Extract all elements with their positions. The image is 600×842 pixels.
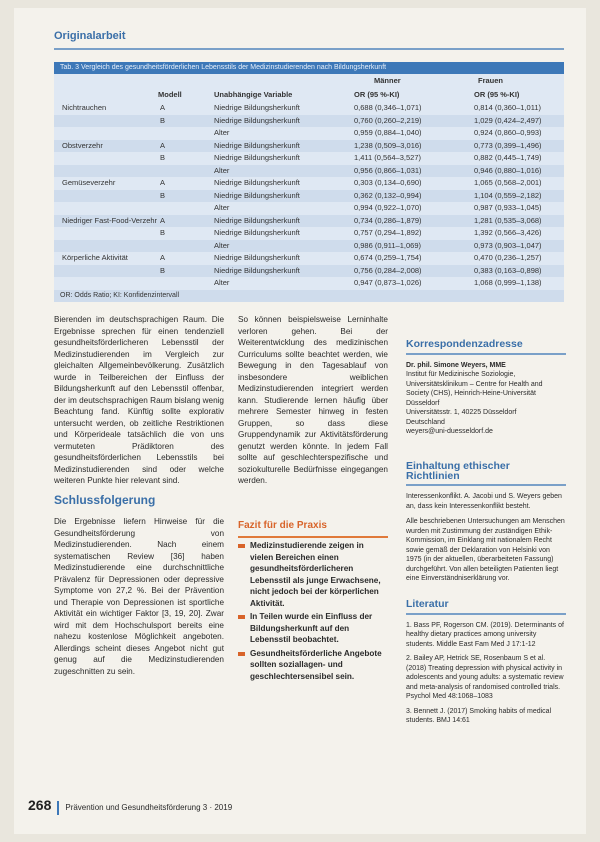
table-cell-m: 0,986 (0,911–1,069)	[354, 240, 421, 250]
table-cell-f: 0,814 (0,360–1,011)	[474, 103, 541, 112]
table-cell-model: B	[160, 228, 166, 237]
paragraph: Die Ergebnisse liefern Hinweise für die Gesundheitsförderung von Medizinstudierenden. Nach einem systematischen Review [36] haben Medizinstudierende eine durchschnittliche Prävalenz für Depressionen oder depressive Symptome von 27,2 %. Bei der Prävention und Therapie von Depressionen ist sportliche Aktivität ein wichtiger Faktor [3, 19, 20]. Zwar wird mit dem Hochschulsport bereits eine nahezu kostenlose Möglichkeit angeboten. Allerdings scheint dieses Angebot nicht gut genug auf die Medizinstudierenden zugeschnitten zu sein.	[54, 517, 224, 676]
contact-email[interactable]: weyers@uni-duesseldorf.de	[406, 428, 493, 435]
correspondence-box	[406, 340, 566, 437]
table-cell-var: Niedrige Bildungsherkunft	[214, 115, 300, 125]
table-cell-var: Alter	[214, 240, 230, 250]
table-cell-var: Alter	[214, 128, 230, 137]
table-cell-model: B	[160, 115, 166, 125]
table-cell-model: B	[160, 265, 166, 275]
section-label: Originalarbeit	[54, 30, 564, 50]
table-cell-f: 0,987 (0,933–1,045)	[474, 203, 542, 212]
table-cell-f: 1,392 (0,566–3,426)	[474, 228, 542, 237]
table-cell-label: Körperliche Aktivität	[62, 253, 128, 262]
table-cell-m: 0,757 (0,294–1,892)	[354, 228, 422, 237]
table-cell-var: Niedrige Bildungsherkunft	[214, 103, 300, 112]
literature-item: 3. Bennett J. (2017) Smoking habits of medical students. BMJ 14:61	[406, 707, 552, 724]
table-cell-f: 1,068 (0,999–1,138)	[474, 278, 542, 287]
table-header	[54, 74, 564, 102]
table-row	[54, 165, 564, 177]
table-cell-m: 0,956 (0,866–1,031)	[354, 165, 422, 175]
journal-name: Prävention und Gesundheitsförderung 3 · 2019	[65, 803, 233, 812]
table-cell-m: 0,303 (0,134–0,690)	[354, 178, 422, 187]
table-row	[54, 127, 564, 139]
table-cell-f: 0,470 (0,236–1,257)	[474, 253, 542, 262]
summary-item: Gesundheitsförderliche Angebote sollten soziallagen- und geschlechtersensibel sein.	[238, 648, 388, 683]
contact-line: Universitätsstr. 1, 40225 Düsseldorf	[406, 409, 517, 416]
table-cell-m: 0,947 (0,873–1,026)	[354, 278, 422, 287]
table-row	[54, 227, 564, 239]
correspondence-heading: Korrespondenzadresse	[406, 340, 566, 355]
table-cell-f: 0,973 (0,903–1,047)	[474, 240, 542, 250]
table-cell-label: Obstverzehr	[62, 140, 103, 150]
literature-box	[406, 600, 566, 731]
table-cell-var: Niedrige Bildungsherkunft	[214, 215, 300, 225]
contact-name: Dr. phil. Simone Weyers, MME	[406, 361, 506, 369]
table-cell-var: Alter	[214, 203, 230, 212]
table-row	[54, 202, 564, 214]
table-cell-model: A	[160, 140, 166, 150]
contact-line: Institut für Medizinische Soziologie,	[406, 371, 516, 378]
table-cell-f: 0,383 (0,163–0,898)	[474, 265, 542, 275]
table-cell-var: Niedrige Bildungsherkunft	[214, 253, 300, 262]
table-row	[54, 215, 564, 227]
practice-summary-heading: Fazit für die Praxis	[238, 520, 388, 538]
literature-item: 2. Bailey AP, Hetrick SE, Rosenbaum S et al. (2018) Treating depression with physical activity in adolescents and young adults: a systematic review and meta-analysis of randomised controlled trials. Psychol Med 48:1068–1083	[406, 655, 564, 700]
table-cell-f: 1,281 (0,535–3,068)	[474, 215, 542, 225]
col-or-female-header: OR (95 %-KI)	[474, 90, 520, 99]
table-cell-m: 0,688 (0,346–1,071)	[354, 103, 422, 112]
conclusion-heading: Schlussfolgerung	[54, 492, 156, 507]
table-row	[54, 115, 564, 127]
group-male-header: Männer	[374, 76, 401, 85]
table-cell-model: A	[160, 253, 166, 262]
page-footer	[28, 796, 328, 814]
table-cell-var: Niedrige Bildungsherkunft	[214, 228, 300, 237]
table-cell-var: Niedrige Bildungsherkunft	[214, 265, 300, 275]
practice-summary	[238, 540, 388, 684]
summary-item: Medizinstudierende zeigen in vielen Bereichen einen gesundheitsförderlicheren Lebensstil als junge Erwachsene, nicht jedoch bei der körperlichen Aktivität.	[238, 540, 388, 609]
table-cell-var: Niedrige Bildungsherkunft	[214, 178, 300, 187]
table-cell-var: Niedrige Bildungsherkunft	[214, 153, 300, 162]
contact-line: Düsseldorf	[406, 399, 440, 407]
table-cell-model: A	[160, 103, 166, 112]
contact-line: Deutschland	[406, 418, 445, 426]
table-caption: Tab. 3 Vergleich des gesundheitsförderlichen Lebensstils der Medizinstudierenden nach Bildungsherkunft	[54, 62, 564, 74]
table-cell-f: 0,773 (0,399–1,496)	[474, 140, 542, 150]
page-number: 268	[28, 797, 52, 813]
table-cell-f: 1,029 (0,424–2,497)	[474, 115, 542, 125]
table-cell-m: 1,411 (0,564–3,527)	[354, 153, 421, 162]
results-table	[54, 62, 564, 302]
table-row	[54, 277, 564, 289]
table-row	[54, 240, 564, 252]
table-footnote: OR: Odds Ratio; KI: Konfidenzintervall	[54, 290, 564, 302]
table-cell-m: 0,674 (0,259–1,754)	[354, 253, 422, 262]
table-cell-m: 0,994 (0,922–1,070)	[354, 203, 422, 212]
table-cell-var: Alter	[214, 278, 230, 287]
table-cell-m: 0,734 (0,286–1,879)	[354, 215, 422, 225]
table-cell-model: B	[160, 153, 166, 162]
table-cell-var: Alter	[214, 165, 230, 175]
table-cell-f: 1,104 (0,559–2,182)	[474, 190, 542, 200]
summary-item: In Teilen wurde ein Einfluss der Bildungsherkunft auf den Lebensstil beobachtet.	[238, 611, 388, 646]
table-row	[54, 177, 564, 189]
table-cell-f: 0,946 (0,880–1,016)	[474, 165, 542, 175]
footer-divider	[57, 801, 59, 815]
paragraph: Bierenden im deutschsprachigen Raum. Die Ergebnisse sprechen für einen tendenziell gesundheitsförderlicheren Lebensstil der Medizinstudierenden im Vergleich zur gleichalten Allgemeinbevölkerung. Zusätzlich wurde in Teilbereichen der Einfluss der Bildungsherkunft auf den Lebensstil offenbar, der im deutschsprachigen Raum bislang wenig Beachtung fand. Künftig sollte explorativ untersucht werden, ob zeitliche Restriktionen und Körperideale tatsächlich die von uns vermuteten Prädiktoren des gesundheitsförderlichen Lebensstils bei Medizinstudierenden sind oder welche weiteren Punkte hier relevant sind.	[54, 315, 224, 485]
table-row	[54, 102, 564, 114]
table-cell-model: A	[160, 178, 166, 187]
table-cell-f: 0,882 (0,445–1,749)	[474, 153, 542, 162]
table-row	[54, 152, 564, 164]
col-or-male-header: OR (95 %-KI)	[354, 90, 400, 99]
table-row	[54, 265, 564, 277]
table-cell-f: 0,924 (0,860–0,993)	[474, 128, 542, 137]
literature-heading: Literatur	[406, 600, 566, 615]
table-cell-model: B	[160, 190, 166, 200]
table-cell-m: 0,959 (0,884–1,040)	[354, 128, 422, 137]
table-cell-label: Gemüseverzehr	[62, 178, 116, 187]
contact-line: Universitätsklinikum – Centre for Health and	[406, 380, 543, 388]
table-row	[54, 140, 564, 152]
table-cell-var: Niedrige Bildungsherkunft	[214, 140, 300, 150]
table-row	[54, 190, 564, 202]
table-cell-var: Niedrige Bildungsherkunft	[214, 190, 300, 200]
text-column-2	[238, 314, 388, 495]
table-cell-model: A	[160, 215, 166, 225]
contact-line: Society (CHS), Heinrich-Heine-Universität	[406, 390, 536, 397]
table-cell-f: 1,065 (0,568–2,001)	[474, 178, 542, 187]
paragraph: So können beispielsweise Lerninhalte verloren gehen. Bei der Weiterentwicklung des medizinischen Curriculums sollte beachtet werden, wie Bewegung in den Tagesablauf von insbesondere weiblichen Medizinstudierenden integriert werden kann. Studierende lernen häufig über mehrere Semester hinweg in festen Gruppen, so dass diese Gruppendynamik zur Aktivitätsförderung genutzt werden könnte. In jedem Fall sollte auf geschlechterspezifische und soziokulturelle Bedürfnisse eingegangen werden.	[238, 315, 388, 485]
literature-item: 1. Bass PF, Rogerson CM. (2019). Determinants of healthy dietary practices among university students. Middle East Fam Med J 17:1-12	[406, 621, 564, 648]
table-cell-m: 0,760 (0,260–2,219)	[354, 115, 422, 125]
ethics-heading: Einhaltung ethischer Richtlinien	[406, 462, 566, 486]
group-female-header: Frauen	[478, 76, 504, 85]
table-cell-m: 0,362 (0,132–0,994)	[354, 190, 422, 200]
col-var-header: Unabhängige Variable	[214, 90, 293, 99]
table-row	[54, 252, 564, 264]
ethics-box	[406, 462, 566, 584]
ethics-statement: Alle beschriebenen Untersuchungen am Menschen wurden mit Zustimmung der zuständigen Ethik-Kommission, im Einklang mit nationalem Recht sowie gemäß der Deklaration von Helsinki von 1975 (in der aktuellen, überarbeiteten Fassung) durchgeführt. Von allen beteiligten Patienten liegt eine Einverständniserklärung vor.	[406, 518, 565, 582]
col-model-header: Modell	[158, 90, 182, 99]
table-cell-m: 1,238 (0,509–3,016)	[354, 140, 422, 150]
table-cell-label: Nichtrauchen	[62, 103, 107, 112]
text-column-1	[54, 314, 224, 685]
table-cell-label: Niedriger Fast-Food-Verzehr	[62, 215, 158, 225]
conflict-statement: Interessenkonflikt. A. Jacobi und S. Weyers geben an, dass kein Interessenkonflikt besteht.	[406, 493, 562, 510]
table-cell-m: 0,756 (0,284–2,008)	[354, 265, 422, 275]
